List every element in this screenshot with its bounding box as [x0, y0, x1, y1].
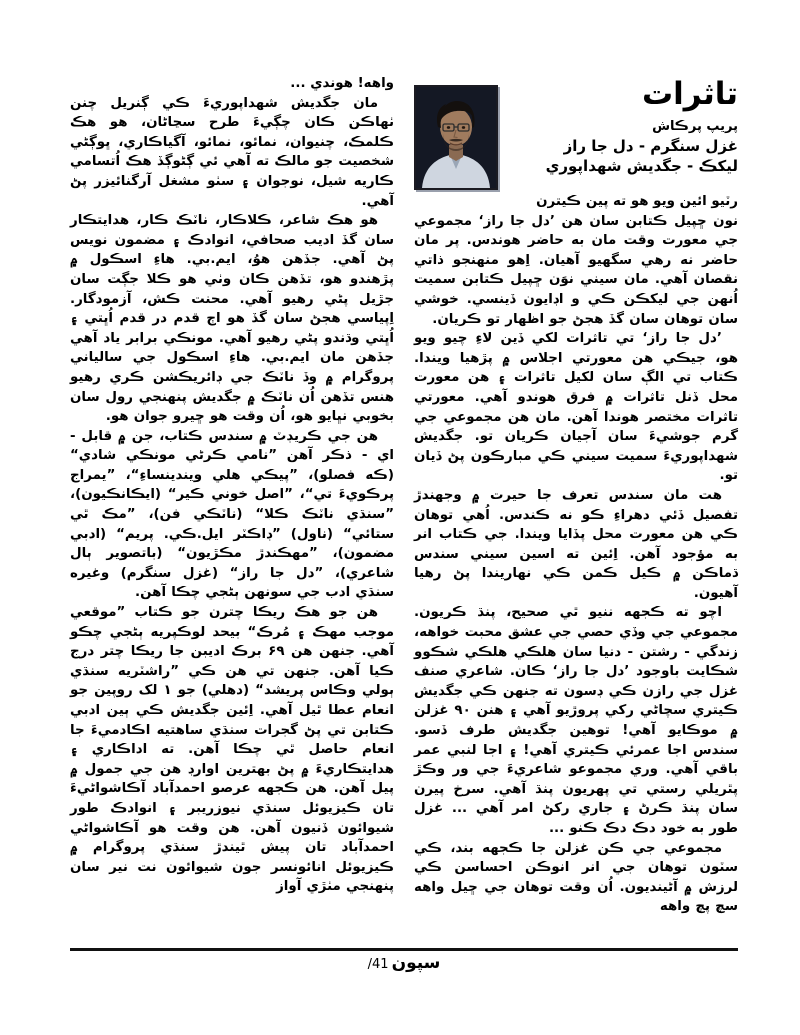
- footer-content: [70, 954, 738, 973]
- paragraph: هن جو هڪ ريڪا چترن جو ڪتاب ”موقعي موجب مهڪ ۽ مُرڪ“ بيحد لوڪپريه ٻڻجي چڪو آهي. جنهن هن ۶۹ برڪ اديبن جا ريڪا چتر درج ڪيا آهن. جنهن تي هن ڪي ”راشٽريه سنڌي ٻولي وڪاس پريشد“ (دهلي) جو ۱ لک روپين جو انعام عطا ٿيل آهي. اِئين جگديش ڪي ٻين ادبي ڪتابن تي پڻ گجرات سنڌي ساهتيه اڪادميءَ جا انعام حاصل ٿي چڪا آهن. ته اداڪاري ۽ هدايتڪاريءَ ۾ پڻ بهترين اوارڊ هن جي جمول ۾ پيل آهن. هن ڪجهه عرصو احمدآباد آڪاشواڻيءَ تان ڪيزيوئل سنڌي نيوزريبر ۽ انوادڪ طور شيوائون ڏنيون آهن. هن وقت هو آڪاشواڻي احمدآباد تان پيش ٿيندڙ سنڌي پروگرام ۾ ڪيزيوئل انائونسر جون شيوائون نت نير سان پنهنجي مٺڙي آواز: [70, 605, 394, 895]
- left-column: [70, 74, 394, 940]
- subtitle-author: ليکڪ - جگديش شهداپوري: [545, 157, 738, 176]
- subtitle-collection: غزل سنگرم - دل جا راز: [563, 136, 738, 155]
- lead-line: رٽيو ائين ويو هو ته پين ڪيترن: [536, 194, 738, 209]
- paragraph: ’دل جا راز‘ تي تاثرات لکي ڏين لاءِ چيو ويو هو، جيڪي هن معورتي اجلاس ۾ پڙهيا ويندا. ڪتاب تي الڳ سان لکيل تاثرات ۽ هن معورت محل ڏنل تاثرات ۾ فرق هوندو آهي. معورتي تاثرات مختصر هوندا آهن. مان هن مجموعي جي گرم جوشيءَ سان آجيان ڪريان تو. جگديش شهداپوريءَ سميت سيني ڪي مبارڪون پڻ ڏيان تو.: [414, 331, 738, 484]
- masthead-row: [414, 74, 738, 190]
- right-column: [414, 74, 738, 940]
- page-title: تاثرات: [642, 76, 738, 112]
- paragraph: هو هڪ شاعر، ڪلاڪار، ناٽڪ ڪار، هدايتڪار سان گڏ اديب صحافي، انوادڪ ۽ مضمون نويس پڻ آهي. جڏهن هوُ، ايم.بي. هاءِ اسڪول ۾ پڙهندو هو، تڏهن ڪان وٺي هو ڪلا جڳت سان جڙيل پڻي رهيو آهي. محنت ڪش، آزمودگار. اِپياسي هجڻ سان گڏ هو اڄ قدم در قدم اُڀتي ۽ اُڀتي وڌندو پڻي رهيو آهي. مونڪي برابر ياد آهي جڏهن مان ايم.بي. هاءِ اسڪول جي سالياني پروگرام ۾ وڏ ناٽڪ جي ڊائريڪشن ڪري رهيو هنس تڏهن اُن ناٽڪ ۾ جگديش پنهنجي رول سان بخوبي نڀايو هو، اُن وقت هو ڇيرو جوان هو.: [70, 213, 394, 425]
- paragraph: مان جگديش شهداپوريءَ ڪي ڳنريل چنن ٺهاڪن ڪان چڳيءَ طرح سڃاڻان، هو هڪ ڪلمڪ، چنيوان، نمائو، نمائو، آگياڪاري، ڀوڳڻي شخصيت جو مالڪ ته آهي ئي ڳڻوڳڏ هڪ اُتسامي ڪاريه شيل، نوجوان ۽ سٺو مشغل آرگنائيزر پڻ آهي.: [70, 95, 394, 209]
- magazine-name: سپون: [391, 953, 441, 973]
- paragraph: اچو ته ڪجهه ننيو ٿي صحيح، پنڌ ڪريون. مجموعي جي وڏي حصي جي عشق محبت خواهه، زندگي - رشتن - دنيا سان هلڪي هلڪي شڪوو شڪايت باوجود ’دل جا راز‘ ڪان. شاعري صنف غزل جي رازن ڪي ڊسون ته جنهن ڪي جگديش ڪيتري سچاڻي رکي پروڙيو آهي ۽ هنن ۹۰ غزلن ۾ موڪايو آهي! توهين جگديش طرف ڏسو. سندس اجا عمرئي ڪيتري آهي! ۽ اجا لنبي عمر باقي آهي. وري مجموعو شاعريءَ جي ور وڪڙ پٿريلي رستي تي پهريون پنڌ آهي. سرخ پيرن سان پنڌ ڪرڻ ۽ جاري رکڻ امر آهي ... غزل طور به خود دڪ دڪ ڪنو ...: [414, 605, 739, 836]
- paragraph: هت مان سندس تعرف جا حيرت ۾ وجهندڙ تفصيل ڏئي دهراءِ ڪو نه ڪندس. اُهي توهان ڪي هن معورت محل پڏايا ويندا. جي ڪتاب انر به مؤجود آهن. اِئين ته اسين سيني سندس ڌماڪن ۾ ڪيل ڪمن ڪي نهاريندا پڻ رهيا آهيون.: [414, 487, 738, 601]
- paragraph: هن جي ڪريڊٽ ۾ سندس ڪتاب، جن ۾ قابل - اي - ذڪر آهن ”نامي ڪرڻي مونڪي شادي“ (ڪه فصلو)، ”پيڪي هلي ويندينساءِ“، ”يمراج پرڪويءَ تي“، ”اصل خوني ڪير“ (ايڪانڪيون)، ”سنڌي ناٽڪ ڪلا“ (ناٽڪي فن)، ”مڪ ٿي ستائي“ (ناول) ”ڊاڪٽر ايل.ڪي. پريم“ (ادبي مضمون)، ”مهڪندڙ مڪڙيون“ (باتصوير ٻال شاعري)، ”دل جا راز“ (غزل سنگرم) وغيره سنڌي ادب جي سونهن ٻڻجي چڪا آهن.: [70, 428, 394, 601]
- paragraph: مجموعي جي ڪن غزلن جا ڪجهه بند، ڪي سٽون توهان جي انر انوڪن احساسن ڪي لرزش ۾ آڻينديون. اُن وقت توهان جي ڇيل واهه سچ پچ واهه: [414, 840, 738, 915]
- portrait-illustration: [416, 87, 496, 188]
- paragraph: نون ڇپيل ڪتابن سان هن ’دل جا راز‘ مجموعي جي معورت وقت مان به حاضر هوندس. پر مان حاضر نه رهي سگهيو آهيان. اِهو منهنجو ذاتي نقصان آهي. مان سيني نوَن ڇپيل ڪتابن سميت اُنهن جي ليکڪن ڪي و اڊايون ڏينسي. خوشي سان توهان سان گڏ هجڻ جو اظهار تو ڪريان.: [414, 213, 738, 327]
- byline: پريپ پرڪاش: [652, 118, 738, 134]
- title-stack: [508, 74, 738, 178]
- article-columns: [70, 74, 738, 940]
- article-masthead: [414, 74, 738, 190]
- footer-divider: [70, 948, 738, 951]
- page-number: 41/: [367, 957, 389, 972]
- author-portrait-photo: [414, 85, 498, 190]
- page-footer: [70, 948, 738, 973]
- opening-line: واهه! هوندي ...: [290, 76, 394, 91]
